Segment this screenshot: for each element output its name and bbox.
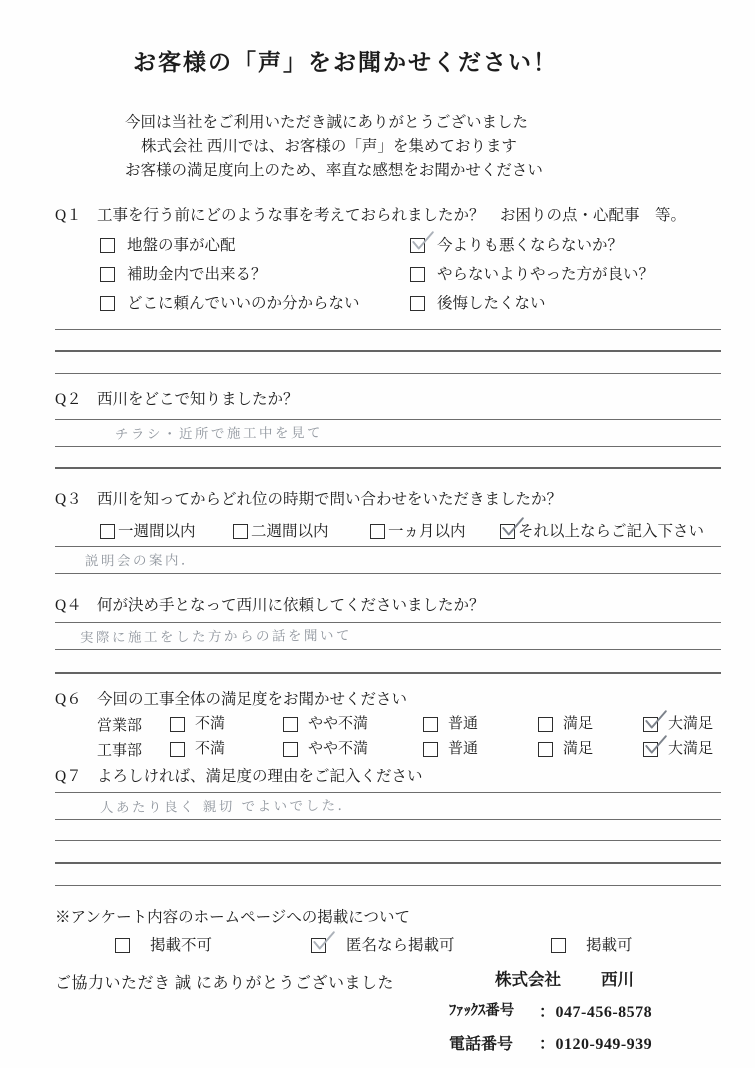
checkbox-icon — [283, 742, 298, 757]
checkbox-label: 匿名なら掲載可 — [346, 937, 455, 954]
q4-heading — [55, 595, 755, 617]
checkbox-icon — [170, 717, 185, 732]
checkbox-label: 後悔したくない — [437, 295, 546, 312]
q4-handwritten-answer: 実際に施工をした方からの話を聞いて — [79, 627, 353, 647]
checkbox-icon — [500, 524, 515, 539]
checkbox-label: 普通 — [448, 716, 479, 732]
checkbox-option[interactable] — [410, 264, 755, 285]
q1-options-right — [410, 235, 755, 314]
q2-question: 西川をどこで知りましたか？ — [97, 391, 299, 408]
thanks-text: ご協力いただき 誠 にありがとうございました — [55, 975, 395, 992]
q1-question: 工事を行う前にどのような事を考えておられましたか？ お困りの点・心配事 等。 — [97, 207, 687, 224]
q4-answer-area — [55, 623, 721, 650]
fax-number: ：047-456-8578 — [539, 1004, 653, 1021]
check-mark-icon — [499, 517, 525, 539]
q1-heading — [55, 205, 755, 227]
q6-options-construction — [170, 739, 755, 760]
checkbox-icon — [283, 717, 298, 732]
q7-handwritten-answer: 人あたり良く 親切 でよいでした． — [99, 797, 354, 817]
checkbox-label: それ以上ならご記入下さい — [518, 523, 705, 540]
q3-heading — [55, 489, 755, 511]
checkbox-label: やらないよりやった方が良い？ — [437, 266, 655, 283]
checkbox-label: 不満 — [195, 716, 226, 732]
checkbox-icon — [410, 267, 425, 282]
check-mark-icon — [642, 710, 668, 732]
checkbox-label: 掲載可 — [586, 937, 633, 954]
phone-number: ：0120-949-939 — [539, 1036, 653, 1053]
checkbox-icon — [100, 238, 115, 253]
intro-line: お客様の満足度向上のため、率直な感想をお聞かせください — [125, 162, 543, 179]
checkbox-option[interactable] — [115, 935, 311, 956]
q6-number: Q６ — [55, 691, 82, 708]
phone-row — [449, 1031, 725, 1054]
checkbox-option[interactable] — [423, 739, 538, 760]
page-title: お客様の「声」をお聞かせください！ — [133, 50, 558, 75]
answer-line — [55, 467, 721, 469]
checkbox-option[interactable] — [100, 293, 410, 314]
checkbox-icon — [538, 742, 553, 757]
checkbox-option[interactable] — [643, 714, 713, 735]
footer — [55, 966, 725, 1054]
checkbox-label: 大満足 — [668, 741, 714, 757]
q3-number: Q３ — [55, 491, 82, 508]
q1-number: Q１ — [55, 207, 82, 224]
checkbox-option[interactable] — [423, 714, 538, 735]
company-contact-block — [449, 966, 725, 1054]
check-mark-icon — [310, 931, 336, 953]
checkbox-label: 不満 — [195, 741, 226, 757]
q4-question: 何が決め手となって西川に依頼してくださいましたか？ — [97, 597, 485, 614]
q3-handwritten-answer: 説明会の案内． — [84, 552, 198, 570]
fax-label: ﾌｧｯｸｽ番号 — [449, 1003, 515, 1019]
checkbox-label: 満足 — [563, 716, 594, 732]
checkbox-icon — [100, 524, 115, 539]
checkbox-label: 補助金内で出来る？ — [127, 266, 267, 283]
checkbox-label: 一週間以内 — [118, 523, 196, 540]
q2-number: Q２ — [55, 391, 82, 408]
q3-question: 西川を知ってからどれ位の時期で問い合わせをいただきましたか？ — [97, 491, 563, 508]
q1-options — [100, 235, 755, 314]
checkbox-label: 今よりも悪くならないか？ — [437, 237, 624, 254]
answer-line — [55, 840, 721, 841]
checkbox-icon — [423, 717, 438, 732]
q7-answer-area — [55, 793, 721, 820]
checkbox-option[interactable] — [170, 739, 283, 760]
checkbox-label: やや不満 — [308, 741, 369, 757]
phone-label: 電話番号 — [449, 1036, 514, 1053]
q7-question: よろしければ、満足度の理由をご記入ください — [97, 768, 423, 785]
checkbox-option[interactable] — [551, 935, 633, 956]
q6-question: 今回の工事全体の満足度をお聞かせください — [97, 691, 408, 708]
q2-heading — [55, 389, 755, 411]
checkbox-icon — [423, 742, 438, 757]
checkbox-option[interactable] — [410, 235, 755, 256]
checkbox-label: 大満足 — [668, 716, 714, 732]
checkbox-icon — [410, 296, 425, 311]
checkbox-icon — [233, 524, 248, 539]
checkbox-label: 掲載不可 — [150, 937, 213, 954]
publish-heading: ※アンケート内容のホームページへの掲載について — [55, 909, 410, 926]
q6-dept-label: 営業部 — [97, 718, 143, 734]
intro-text — [125, 111, 755, 183]
checkbox-icon — [643, 717, 658, 732]
checkbox-option[interactable] — [311, 935, 551, 956]
checkbox-option[interactable] — [233, 521, 370, 542]
q6-heading — [55, 689, 755, 711]
checkbox-label: 満足 — [563, 741, 594, 757]
q3-options — [100, 521, 755, 542]
checkbox-option[interactable] — [283, 739, 423, 760]
publish-options — [115, 935, 755, 956]
q2-answer-area — [55, 420, 721, 447]
intro-line: 株式会社 西川では、お客様の「声」を集めております — [141, 138, 517, 155]
check-mark-icon — [409, 231, 435, 253]
answer-line — [55, 350, 721, 352]
checkbox-option[interactable] — [643, 739, 713, 760]
checkbox-icon — [100, 267, 115, 282]
q4-number: Q４ — [55, 597, 82, 614]
checkbox-icon — [538, 717, 553, 732]
checkbox-option[interactable] — [100, 521, 233, 542]
answer-line — [55, 672, 721, 674]
company-name-row — [449, 966, 725, 990]
checkbox-icon — [115, 938, 130, 953]
checkbox-option[interactable] — [100, 264, 410, 285]
answer-line — [55, 862, 721, 864]
q1-options-left — [100, 235, 410, 314]
checkbox-label: 二週間以内 — [251, 523, 329, 540]
checkbox-icon — [643, 742, 658, 757]
checkbox-label: 普通 — [448, 741, 479, 757]
check-mark-icon — [642, 735, 668, 757]
checkbox-icon — [311, 938, 326, 953]
company-prefix: 株式会社 — [495, 970, 561, 989]
checkbox-label: どこに頼んでいいのか分からない — [127, 295, 360, 312]
checkbox-option[interactable] — [170, 714, 283, 735]
fax-row — [449, 999, 725, 1022]
checkbox-icon — [370, 524, 385, 539]
q2-handwritten-answer: チラシ・近所で施工中を見て — [114, 425, 324, 443]
checkbox-icon — [551, 938, 566, 953]
checkbox-icon — [170, 742, 185, 757]
checkbox-option[interactable] — [370, 521, 500, 542]
intro-line: 今回は当社をご利用いただき誠にありがとうございました — [125, 114, 529, 131]
checkbox-icon — [100, 296, 115, 311]
checkbox-option[interactable] — [100, 235, 410, 256]
q6-dept-label: 工事部 — [97, 743, 143, 759]
q7-number: Q７ — [55, 768, 82, 785]
q7-heading — [55, 766, 755, 788]
checkbox-option[interactable] — [500, 521, 704, 542]
checkbox-label: 一ヵ月以内 — [388, 523, 466, 540]
checkbox-option[interactable] — [283, 714, 423, 735]
answer-line — [55, 329, 721, 330]
checkbox-option[interactable] — [538, 714, 643, 735]
q6-options-sales — [170, 714, 755, 735]
checkbox-option[interactable] — [538, 739, 643, 760]
company-name: 西川 — [601, 970, 634, 989]
checkbox-label: やや不満 — [308, 716, 369, 732]
answer-line — [55, 373, 721, 374]
checkbox-option[interactable] — [410, 293, 755, 314]
q3-answer-area — [55, 547, 721, 574]
checkbox-label: 地盤の事が心配 — [127, 237, 236, 254]
checkbox-icon — [410, 238, 425, 253]
answer-line — [55, 885, 721, 886]
q6-row-construction — [97, 739, 755, 764]
